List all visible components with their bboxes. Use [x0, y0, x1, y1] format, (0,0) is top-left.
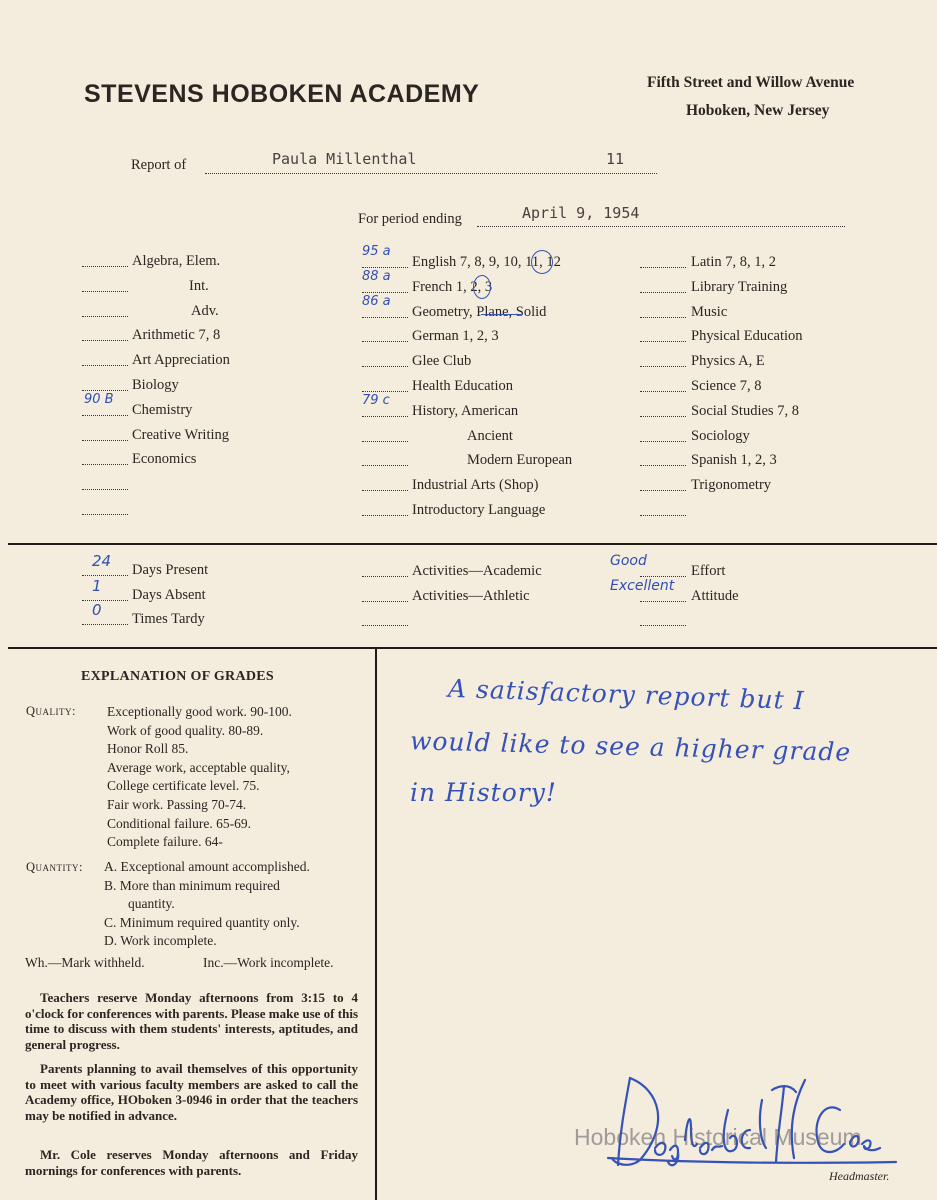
quality-line: College certificate level. 75.	[107, 778, 260, 794]
comment-line-1: A satisfactory report but I	[447, 673, 806, 716]
attendance-col3-handwritten-mark: Excellent	[610, 577, 675, 594]
subject-col1-mark-line	[82, 429, 128, 441]
subject-col1-mark-line	[82, 305, 128, 317]
comment-line-2: would like to see a higher grade	[409, 726, 852, 767]
subject-col2-mark-line	[362, 504, 408, 516]
quality-list	[107, 703, 292, 852]
subject-col3-label: Trigonometry	[691, 477, 772, 494]
subject-col2-label: Introductory Language	[412, 502, 546, 518]
attendance-col3-label: Effort	[691, 563, 726, 579]
attendance-col2-label: Activities—Athletic	[412, 587, 530, 604]
subject-col2-handwritten-mark: 95 a	[362, 244, 391, 259]
subject-col3-label: Spanish 1, 2, 3	[691, 452, 777, 469]
grade-level: 11	[606, 150, 625, 168]
attendance-col2-mark-line	[362, 590, 408, 602]
subject-col3-mark-line	[640, 504, 686, 516]
subject-col2-mark-line	[362, 380, 408, 392]
subject-col2-label: Industrial Arts (Shop)	[412, 477, 539, 494]
subject-col1-label: Economics	[132, 451, 197, 468]
quality-line: Exceptionally good work. 90-100.	[107, 704, 292, 719]
selected-circle-11	[531, 250, 553, 274]
watermark: Hoboken Historical Museum	[574, 1124, 862, 1150]
subject-col3-label: Library Training	[691, 278, 788, 295]
subject-col2-handwritten-mark: 86 a	[362, 293, 391, 309]
quantity-list	[104, 858, 354, 951]
period-label: For period ending	[358, 211, 462, 227]
quantity-line: A. Exceptional amount accomplished.	[104, 859, 310, 874]
quality-line: Average work, acceptable quality,	[107, 759, 290, 775]
subject-col3-mark-line	[640, 430, 686, 442]
appointment-note: Parents planning to avail themselves of this opportunity to meet with various faculty members are asked to call the Academy office, HOboken 3-0946 in order that the teachers may be notified in advance.	[25, 1061, 358, 1123]
subject-col1-label: Creative Writing	[132, 426, 229, 443]
selected-circle-2	[473, 275, 491, 299]
quality-label: Quality:	[26, 704, 76, 718]
section-divider-top	[8, 543, 937, 545]
subject-col3-mark-line	[640, 281, 686, 293]
comment-line-3: in History!	[410, 778, 557, 807]
subject-col3-mark-line	[640, 479, 686, 491]
subject-col3-label: Sociology	[691, 427, 750, 444]
subject-col1-label: Int.	[189, 277, 209, 294]
subject-col2-handwritten-mark: 79 c	[362, 392, 390, 408]
subject-col2-label: Ancient	[467, 427, 513, 444]
subject-col2-mark-line	[362, 430, 408, 442]
incomplete-note: Inc.—Work incomplete.	[203, 955, 334, 970]
attendance-col1-handwritten-mark: 1	[92, 576, 102, 595]
attendance-col1-mark-line	[82, 613, 128, 625]
student-name: Paula Millenthal	[272, 150, 417, 168]
subject-col3-label: Science 7, 8	[691, 378, 762, 394]
withheld-note: Wh.—Mark withheld.	[25, 955, 145, 970]
quality-line: Conditional failure. 65-69.	[107, 815, 251, 831]
address-line-1: Fifth Street and Willow Avenue	[647, 74, 855, 91]
attendance-col2-mark-line	[362, 614, 408, 626]
quality-line: Work of good quality. 80-89.	[107, 722, 264, 738]
attendance-col2-label: Activities—Academic	[412, 563, 542, 579]
subject-col1-label: Art Appreciation	[132, 352, 230, 369]
subject-col1-handwritten-mark: 90 B	[84, 391, 114, 407]
subject-col1-label: Arithmetic 7, 8	[132, 327, 221, 344]
subject-col3-label: Latin 7, 8, 1, 2	[691, 254, 776, 270]
subject-col2-handwritten-mark: 88 a	[362, 268, 391, 284]
subject-col2-mark-line	[362, 355, 408, 367]
subject-col3-mark-line	[640, 256, 686, 268]
subject-col3-mark-line	[640, 454, 686, 466]
attendance-col1-handwritten-mark: 24	[92, 552, 112, 570]
selected-underline-plane	[481, 314, 523, 315]
section-divider-bottom	[8, 647, 937, 649]
quantity-label: Quantity:	[26, 860, 83, 874]
address-line-2: Hoboken, New Jersey	[686, 102, 830, 119]
signature-image	[600, 1070, 900, 1170]
quality-line: Complete failure. 64-	[107, 834, 223, 850]
subject-col3-label: Music	[691, 303, 728, 320]
subject-col2-mark-line	[362, 330, 408, 342]
subject-col1-mark-line	[82, 255, 128, 267]
headmaster-title: Headmaster.	[829, 1169, 890, 1183]
attendance-col3-label: Attitude	[691, 587, 739, 604]
school-name: STEVENS HOBOKEN ACADEMY	[84, 80, 480, 108]
subject-col3-label: Physics A, E	[691, 353, 765, 370]
attendance-col3-mark-line	[640, 614, 686, 626]
subject-col2-label: Geometry, Plane, Solid	[412, 303, 547, 320]
vertical-divider	[375, 648, 377, 1200]
subject-col3-mark-line	[640, 405, 686, 417]
subject-col1-mark-line	[82, 329, 128, 341]
explanation-heading: EXPLANATION OF GRADES	[81, 669, 274, 684]
subject-col1-label: Algebra, Elem.	[132, 253, 221, 269]
attendance-col1-label: Days Present	[132, 562, 209, 578]
attendance-col1-handwritten-mark: 0	[92, 601, 102, 619]
subject-col1-mark-line	[82, 280, 128, 292]
subject-col2-label: French 1, 2, 3	[412, 278, 493, 295]
subject-col2-label: German 1, 2, 3	[412, 328, 499, 345]
report-of-label: Report of	[131, 157, 187, 173]
subject-col2-label: Glee Club	[412, 353, 472, 370]
quality-line: Honor Roll 85.	[107, 741, 189, 757]
subject-col3-mark-line	[640, 330, 686, 342]
attendance-col1-mark-line	[82, 589, 128, 601]
subject-col1-mark-line	[82, 478, 128, 490]
quantity-line: B. More than minimum required	[104, 877, 280, 893]
subject-col1-mark-line	[82, 379, 128, 391]
conference-note: Teachers reserve Monday afternoons from 3:15 to 4 o'clock for conferences with parents. Please make use of this time to discuss with them students' interests, aptitudes, and general progress.	[25, 990, 358, 1052]
subject-col2-label: Health Education	[412, 378, 514, 394]
subject-col1-label: Biology	[132, 377, 179, 393]
quantity-line: quantity.	[128, 896, 175, 912]
subject-col3-mark-line	[640, 355, 686, 367]
subject-col1-mark-line	[82, 453, 128, 465]
period-date: April 9, 1954	[522, 204, 640, 222]
subject-col2-mark-line	[362, 454, 408, 466]
quantity-line: D. Work incomplete.	[104, 933, 217, 949]
subject-col1-mark-line	[82, 503, 128, 515]
subject-col2-label: Modern European	[467, 452, 573, 469]
subject-col1-label: Chemistry	[132, 401, 193, 418]
subject-col3-label: Physical Education	[691, 328, 803, 345]
attendance-col1-label: Times Tardy	[132, 611, 205, 627]
attendance-col2-mark-line	[362, 565, 408, 577]
subject-col3-mark-line	[640, 380, 686, 392]
subject-col2-mark-line	[362, 479, 408, 491]
quality-line: Fair work. Passing 70-74.	[107, 796, 247, 812]
attendance-col3-handwritten-mark: Good	[610, 553, 647, 569]
headmaster-note: Mr. Cole reserves Monday afternoons and Friday mornings for conferences with parents.	[25, 1147, 358, 1178]
quantity-line: C. Minimum required quantity only.	[104, 914, 300, 930]
subject-col1-mark-line	[82, 354, 128, 366]
subject-col1-label: Adv.	[191, 302, 219, 319]
subject-col2-label: English 7, 8, 9, 10, 11, 12	[412, 254, 561, 270]
subject-col3-label: Social Studies 7, 8	[691, 402, 799, 419]
subject-col3-mark-line	[640, 306, 686, 318]
attendance-col1-label: Days Absent	[132, 586, 206, 603]
subject-col2-label: History, American	[412, 402, 519, 419]
